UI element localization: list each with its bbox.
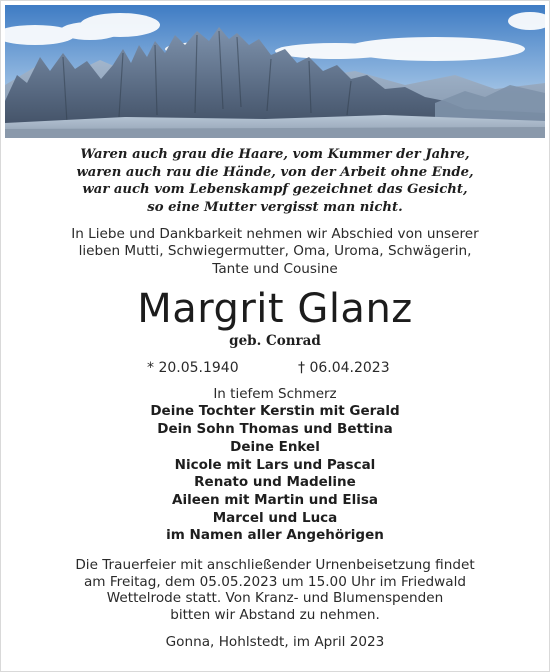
funeral-notice [0, 557, 550, 623]
notice-line: bitten wir Abstand zu nehmen. [170, 606, 380, 623]
intro-line: Tante und Cousine [212, 260, 338, 277]
mourner-line: Deine Tochter Kerstin mit Gerald [150, 403, 400, 420]
notice-line: am Freitag, dem 05.05.2023 um 15.00 Uhr im Friedwald [83, 573, 467, 590]
memorial-poem [0, 146, 550, 216]
death-date: † 06.04.2023 [298, 359, 390, 376]
mourner-line: im Namen aller Angehörigen [166, 527, 384, 544]
intro-line: lieben Mutti, Schwiegermutter, Oma, Uroma, Schwägerin, [78, 243, 472, 260]
mountain-banner-image [5, 5, 545, 138]
mountain-landscape-picture [5, 5, 545, 138]
mourner-line: Dein Sohn Thomas und Bettina [157, 421, 393, 438]
farewell-intro [0, 226, 550, 278]
mourning-intro: In tiefem Schmerz [213, 385, 337, 402]
poem-line: Waren auch grau die Haare, vom Kummer der Jahre, [80, 147, 470, 162]
birth-date: * 20.05.1940 [147, 359, 239, 376]
mourner-line: Deine Enkel [230, 438, 320, 455]
deceased-name: Margrit Glanz [137, 285, 413, 332]
notice-line: Wettelrode statt. Von Kranz- und Blumenspenden [106, 590, 444, 607]
mourner-line: Renato und Madeline [194, 474, 356, 491]
mourners-list [0, 403, 550, 545]
mourner-line: Aileen mit Martin und Elisa [172, 491, 378, 508]
place-and-date: Gonna, Hohlstedt, im April 2023 [165, 634, 385, 651]
poem-line: war auch vom Lebenskampf gezeichnet das Gesicht, [82, 182, 468, 197]
maiden-name: geb. Conrad [229, 332, 321, 349]
life-dates [0, 358, 550, 378]
notice-line: Die Trauerfeier mit anschließender Urnenbeisetzung findet [75, 557, 475, 574]
poem-line: waren auch rau die Hände, von der Arbeit ohne Ende, [76, 164, 474, 180]
mourner-line: Nicole mit Lars und Pascal [174, 456, 376, 473]
intro-line: In Liebe und Dankbarkeit nehmen wir Abschied von unserer [71, 226, 479, 242]
mourner-line: Marcel und Luca [212, 509, 338, 526]
obituary-text [0, 138, 550, 651]
poem-line: so eine Mutter vergisst man nicht. [147, 199, 403, 215]
